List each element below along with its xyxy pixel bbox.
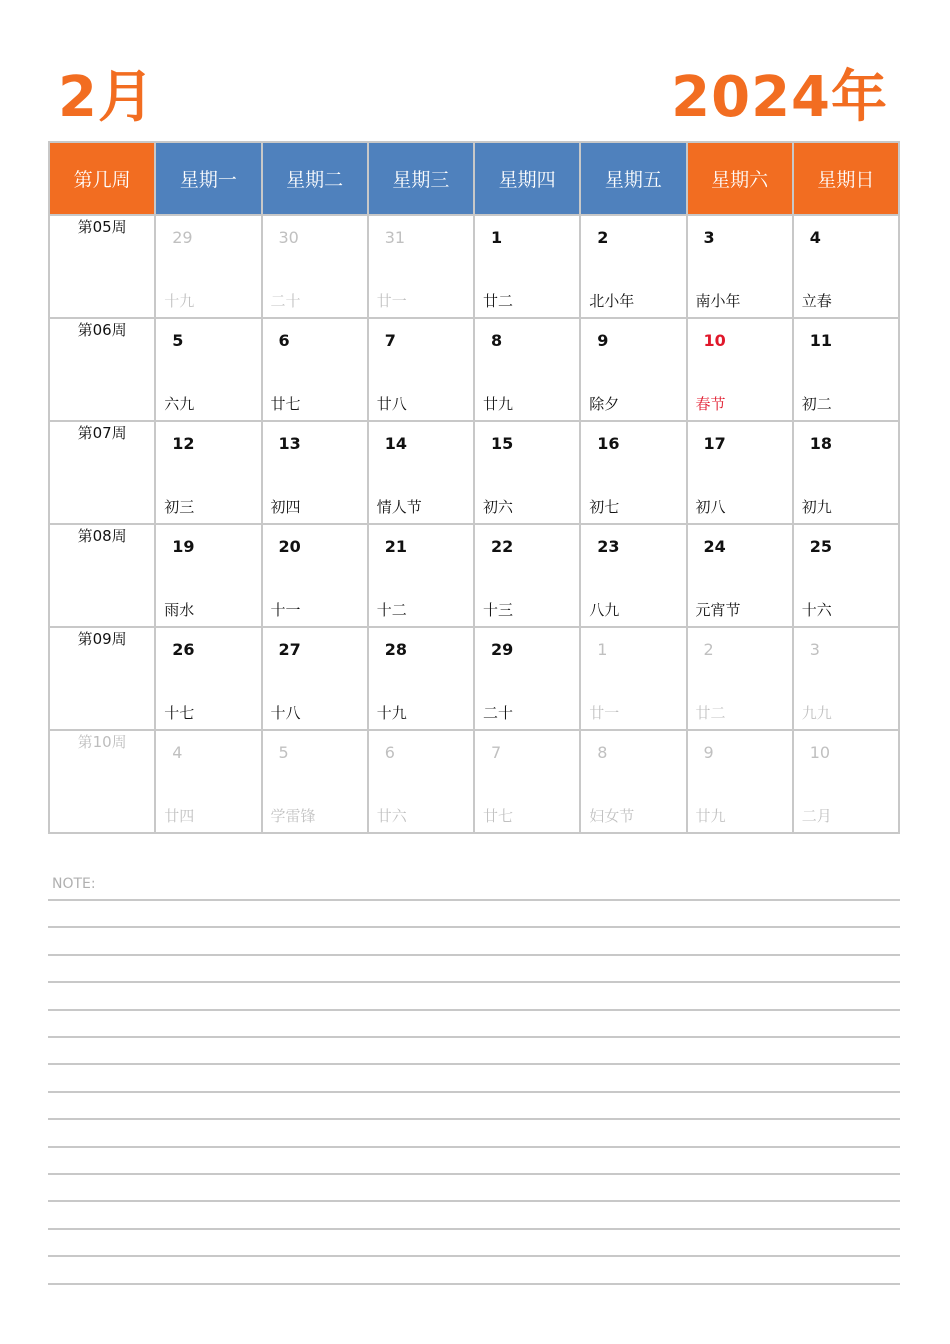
lunar-date: 初九 — [801, 498, 832, 516]
weekday-header-row — [49, 142, 899, 215]
day-cell[interactable] — [580, 215, 686, 318]
note-line[interactable] — [48, 1255, 900, 1257]
lunar-date: 初四 — [270, 498, 301, 516]
calendar-grid — [48, 141, 900, 834]
week-row — [49, 627, 899, 730]
note-line[interactable] — [48, 981, 900, 983]
week-number-cell: 第07周 — [49, 421, 155, 524]
note-line[interactable] — [48, 954, 900, 956]
day-cell[interactable] — [687, 318, 793, 421]
day-cell[interactable] — [793, 421, 899, 524]
week-row — [49, 215, 899, 318]
day-number: 19 — [172, 537, 195, 556]
lunar-date: 十八 — [270, 704, 301, 722]
day-number: 26 — [172, 640, 195, 659]
day-cell[interactable] — [262, 524, 368, 627]
week-number-cell: 第05周 — [49, 215, 155, 318]
day-cell[interactable] — [687, 421, 793, 524]
day-number: 6 — [278, 331, 290, 350]
day-number: 17 — [703, 434, 726, 453]
lunar-date: 十六 — [801, 601, 832, 619]
lunar-date: 十二 — [376, 601, 407, 619]
lunar-date: 廿二 — [483, 292, 514, 310]
lunar-date: 九九 — [801, 704, 832, 722]
lunar-date: 廿一 — [589, 704, 620, 722]
lunar-date: 廿八 — [376, 395, 407, 413]
day-number: 15 — [491, 434, 514, 453]
note-line[interactable] — [48, 1091, 900, 1093]
day-cell[interactable] — [687, 215, 793, 318]
day-number: 1 — [597, 640, 608, 659]
day-number: 9 — [703, 743, 714, 762]
day-cell[interactable] — [155, 730, 261, 833]
day-cell[interactable] — [474, 524, 580, 627]
day-number: 2 — [703, 640, 714, 659]
day-cell[interactable] — [368, 730, 474, 833]
day-cell[interactable] — [793, 524, 899, 627]
note-line[interactable] — [48, 1146, 900, 1148]
lunar-date: 初三 — [164, 498, 195, 516]
day-cell[interactable] — [580, 421, 686, 524]
day-number: 28 — [384, 640, 408, 659]
day-cell[interactable] — [793, 627, 899, 730]
day-cell[interactable] — [155, 215, 261, 318]
day-number: 22 — [491, 537, 514, 556]
lunar-date: 六九 — [164, 395, 195, 413]
lunar-date: 立春 — [801, 292, 832, 310]
lunar-date: 雨水 — [164, 601, 195, 619]
week-number-cell: 第06周 — [49, 318, 155, 421]
lunar-date: 廿一 — [376, 292, 407, 310]
day-number: 3 — [809, 640, 820, 659]
day-number: 5 — [172, 331, 184, 350]
day-cell[interactable] — [474, 627, 580, 730]
day-cell[interactable] — [580, 627, 686, 730]
lunar-date: 二月 — [801, 807, 832, 825]
lunar-date: 春节 — [695, 395, 726, 413]
day-cell[interactable] — [368, 421, 474, 524]
day-cell[interactable] — [687, 730, 793, 833]
lunar-date: 廿六 — [376, 807, 407, 825]
lunar-date: 二十 — [483, 704, 514, 722]
lunar-date: 初二 — [801, 395, 832, 413]
day-number: 1 — [491, 228, 503, 247]
day-number: 20 — [278, 537, 301, 556]
lunar-date: 廿九 — [695, 807, 726, 825]
day-cell[interactable] — [155, 318, 261, 421]
day-number: 11 — [809, 331, 833, 350]
lunar-date: 元宵节 — [695, 601, 741, 619]
lunar-date: 妇女节 — [589, 807, 635, 825]
header-week-number: 第几周 — [49, 142, 155, 215]
day-number: 29 — [491, 640, 514, 659]
note-line[interactable] — [48, 1173, 900, 1175]
day-number: 12 — [172, 434, 195, 453]
day-cell[interactable] — [368, 215, 474, 318]
day-number: 3 — [703, 228, 715, 247]
day-cell[interactable] — [580, 318, 686, 421]
day-cell[interactable] — [262, 730, 368, 833]
week-number-cell: 第10周 — [49, 730, 155, 833]
day-cell[interactable] — [262, 318, 368, 421]
week-row — [49, 524, 899, 627]
header-wednesday: 星期三 — [368, 142, 474, 215]
day-number: 8 — [597, 743, 608, 762]
lunar-date: 廿四 — [164, 807, 195, 825]
day-number: 21 — [384, 537, 408, 556]
day-number: 13 — [278, 434, 301, 453]
day-cell[interactable] — [580, 524, 686, 627]
day-cell[interactable] — [262, 627, 368, 730]
note-label: NOTE: — [52, 876, 96, 892]
note-line[interactable] — [48, 926, 900, 928]
day-cell[interactable] — [474, 730, 580, 833]
lunar-date: 初六 — [483, 498, 514, 516]
day-cell[interactable] — [155, 627, 261, 730]
header-sunday: 星期日 — [793, 142, 899, 215]
note-line[interactable] — [48, 1200, 900, 1202]
note-line[interactable] — [48, 1118, 900, 1120]
calendar-body — [49, 215, 899, 833]
day-number: 4 — [172, 743, 183, 762]
lunar-date: 廿七 — [270, 395, 301, 413]
day-cell[interactable] — [155, 421, 261, 524]
week-row — [49, 421, 899, 524]
lunar-date: 学雷锋 — [270, 807, 316, 825]
day-cell[interactable] — [262, 215, 368, 318]
day-cell[interactable] — [793, 318, 899, 421]
lunar-date: 初八 — [695, 498, 726, 516]
day-number: 16 — [597, 434, 620, 453]
day-number: 4 — [809, 228, 821, 247]
header-tuesday: 星期二 — [262, 142, 368, 215]
lunar-date: 八九 — [589, 601, 620, 619]
day-cell[interactable] — [368, 524, 474, 627]
day-number: 5 — [278, 743, 289, 762]
lunar-date: 除夕 — [589, 395, 620, 413]
note-line[interactable] — [48, 1283, 900, 1285]
lunar-date: 初七 — [589, 498, 620, 516]
day-number: 6 — [384, 743, 395, 762]
lunar-date: 情人节 — [376, 498, 422, 516]
day-number: 30 — [278, 228, 299, 247]
header-thursday: 星期四 — [474, 142, 580, 215]
day-number: 29 — [172, 228, 193, 247]
note-line[interactable] — [48, 1063, 900, 1065]
year-title: 2024年 — [671, 65, 888, 130]
day-number: 14 — [384, 434, 408, 453]
lunar-date: 廿九 — [483, 395, 514, 413]
day-cell[interactable] — [793, 730, 899, 833]
lunar-date: 廿二 — [695, 704, 726, 722]
day-number: 8 — [491, 331, 503, 350]
lunar-date: 南小年 — [695, 292, 741, 310]
lunar-date: 十一 — [270, 601, 301, 619]
lunar-date: 二十 — [270, 292, 301, 310]
day-cell[interactable] — [368, 627, 474, 730]
day-cell[interactable] — [580, 730, 686, 833]
day-number: 31 — [384, 228, 406, 247]
week-number-cell: 第08周 — [49, 524, 155, 627]
day-cell[interactable] — [793, 215, 899, 318]
day-number: 7 — [491, 743, 502, 762]
header-friday: 星期五 — [580, 142, 686, 215]
lunar-date: 廿七 — [483, 807, 514, 825]
header-saturday: 星期六 — [687, 142, 793, 215]
day-number: 27 — [278, 640, 301, 659]
day-cell[interactable] — [687, 627, 793, 730]
day-cell[interactable] — [687, 524, 793, 627]
day-number: 9 — [597, 331, 609, 350]
day-cell[interactable] — [474, 215, 580, 318]
day-cell[interactable] — [262, 421, 368, 524]
day-cell[interactable] — [155, 524, 261, 627]
day-number: 10 — [703, 331, 726, 350]
lunar-date: 十九 — [164, 292, 195, 310]
lunar-date: 北小年 — [589, 292, 635, 310]
lunar-date: 十七 — [164, 704, 195, 722]
month-title: 2月 — [58, 65, 155, 130]
day-number: 2 — [597, 228, 609, 247]
note-line[interactable] — [48, 1009, 900, 1011]
week-row — [49, 730, 899, 833]
week-number-cell: 第09周 — [49, 627, 155, 730]
week-row — [49, 318, 899, 421]
day-cell[interactable] — [368, 318, 474, 421]
day-number: 25 — [809, 537, 833, 556]
note-line[interactable] — [48, 899, 900, 901]
header-monday: 星期一 — [155, 142, 261, 215]
lunar-date: 十三 — [483, 601, 514, 619]
day-number: 7 — [384, 331, 396, 350]
day-cell[interactable] — [474, 318, 580, 421]
day-number: 18 — [809, 434, 833, 453]
day-number: 24 — [703, 537, 726, 556]
note-line[interactable] — [48, 1228, 900, 1230]
note-line[interactable] — [48, 1036, 900, 1038]
day-number: 23 — [597, 537, 620, 556]
day-number: 10 — [809, 743, 831, 762]
lunar-date: 十九 — [376, 704, 407, 722]
day-cell[interactable] — [474, 421, 580, 524]
